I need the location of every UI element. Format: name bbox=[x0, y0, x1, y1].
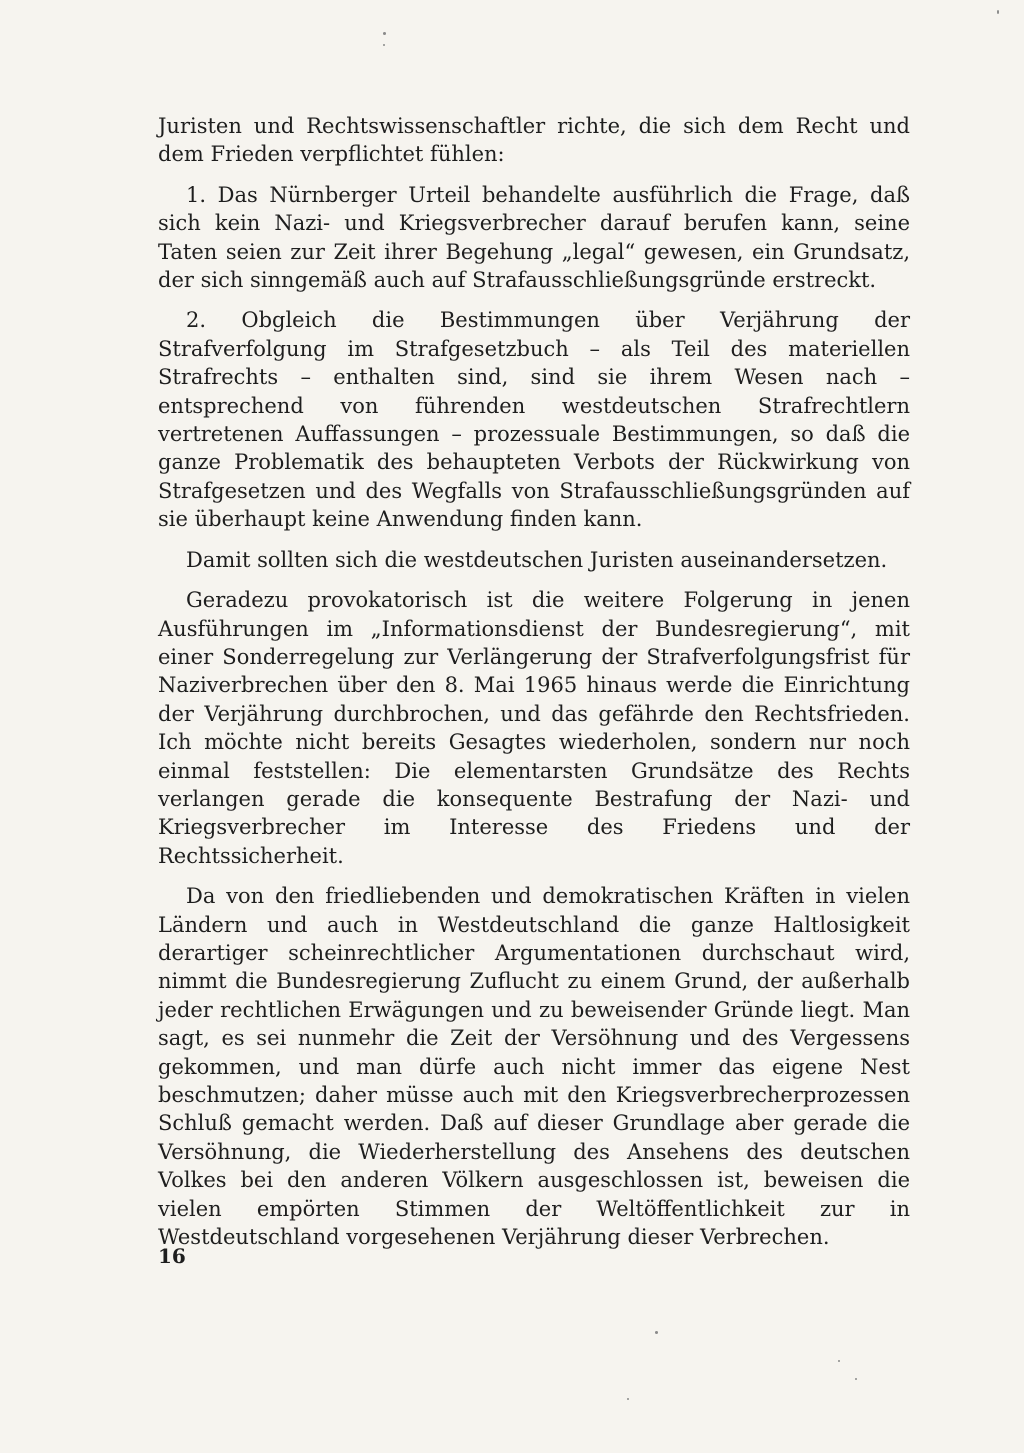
paragraph-continuation: Juristen und Rechtswissenschaftler richte, die sich dem Recht und dem Frieden verpflichtet fühlen: bbox=[158, 114, 910, 167]
scan-speck bbox=[383, 44, 385, 46]
page-number: 16 bbox=[158, 1244, 186, 1268]
paragraph-provocative: Geradezu provokatorisch ist die weitere Folgerung in jenen Ausführungen im „Informationsdienst der Bundesregierung“, mit einer Sonderregelung zur Verlängerung der Strafverfolgungsfrist für Naziverbrechen über den 8. Mai 1965 hinaus werde die Einrichtung der Verjährung durchbrochen, und das gefährde den Rechtsfrieden. Ich möchte nicht bereits Gesagtes wiederholen, sondern nur noch einmal feststellen: Die elementarsten Grundsätze des Rechts verlangen gerade die konsequente Bestrafung der Nazi- und Kriegsverbrecher im Interesse des Friedens und der Rechtssicherheit. bbox=[158, 588, 910, 868]
paragraph-conclusion: Damit sollten sich die westdeutschen Juristen auseinandersetzen. bbox=[186, 547, 888, 572]
paragraph-point-2: 2. Obgleich die Bestimmungen über Verjährung der Strafverfolgung im Strafgesetzbuch – als Teil des materiellen Strafrechts – enthalten sind, sind sie ihrem Wesen nach – entsprechend von führenden westdeutschen Strafrechtlern vertretenen Auffassungen – prozessuale Bestimmungen, so daß die ganze Problematik des behaupteten Verbots der Rückwirkung von Strafgesetzen und des Wegfalls von Strafausschließungsgründen auf sie überhaupt keine Anwendung finden kann. bbox=[158, 308, 910, 532]
scan-speck bbox=[627, 1398, 629, 1400]
scan-speck bbox=[383, 32, 386, 35]
paragraph-point-1: 1. Das Nürnberger Urteil behandelte ausführlich die Frage, daß sich kein Nazi- und Kriegsverbrecher darauf berufen kann, seine Taten seien zur Zeit ihrer Begehung „legal“ gewesen, ein Grundsatz, der sich sinngemäß auch auf Strafausschließungsgründe erstreckt. bbox=[158, 182, 910, 293]
paragraph-reconciliation: Da von den friedliebenden und demokratischen Kräften in vielen Ländern und auch in Westdeutschland die ganze Haltlosigkeit derartiger scheinrechtlicher Argumentationen durchschaut wird, nimmt die Bundesregierung Zuflucht zu einem Grund, der außerhalb jeder rechtlichen Erwägungen und zu beweisender Gründe liegt. Man sagt, es sei nunmehr die Zeit der Versöhnung und des Vergessens gekommen, und man dürfe auch nicht immer das eigene Nest beschmutzen; daher müsse auch mit den Kriegsverbrecherprozessen Schluß gemacht werden. Daß auf dieser Grundlage aber gerade die Versöhnung, die Wiederherstellung des Ansehens des deutschen Volkes bei den anderen Völkern ausgeschlossen ist, beweisen die vielen empörten Stimmen der Weltöffentlichkeit zur in Westdeutschland vorgesehenen Verjährung dieser Verbrechen. bbox=[158, 884, 910, 1250]
scan-speck bbox=[855, 1378, 857, 1380]
scan-speck bbox=[655, 1331, 658, 1334]
scan-speck bbox=[997, 10, 999, 14]
scan-speck bbox=[838, 1360, 840, 1362]
body-text bbox=[158, 112, 910, 1263]
